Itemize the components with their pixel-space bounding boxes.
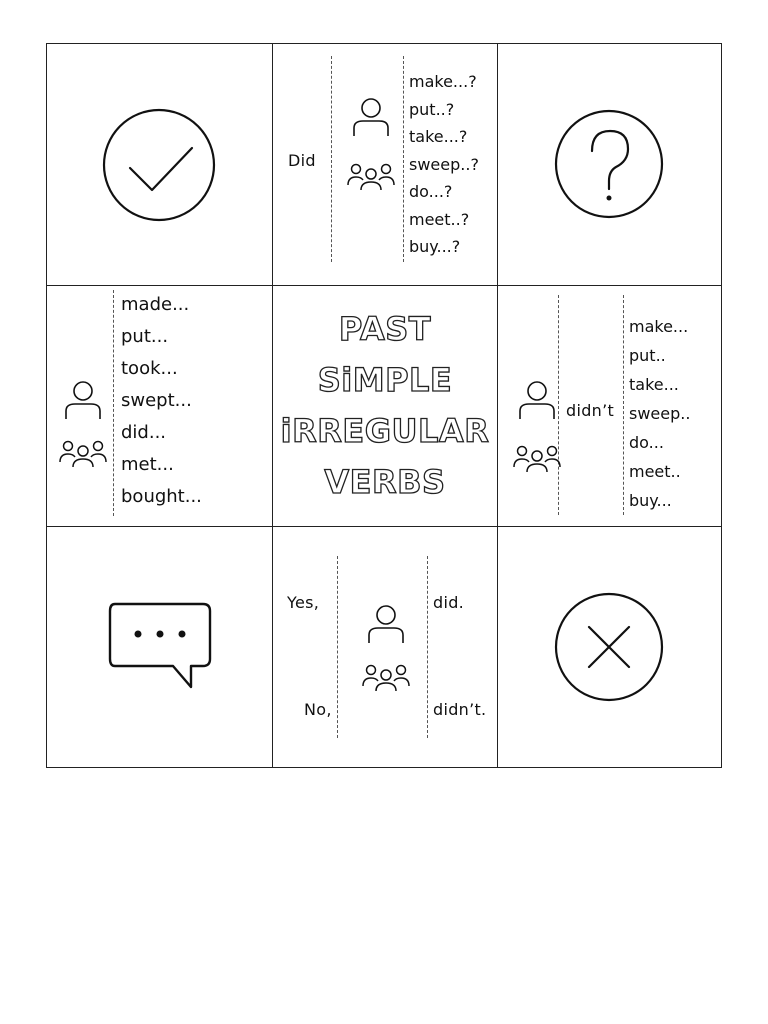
list-item: sweep..? (409, 154, 479, 174)
people-group-icon (362, 662, 410, 692)
list-item: make...? (409, 72, 477, 91)
list-item: met... (121, 454, 174, 475)
title-card (273, 285, 497, 526)
person-icon (63, 379, 103, 421)
list-item: swept... (121, 390, 192, 411)
chat-card (47, 526, 272, 767)
x-circle-icon (554, 592, 664, 702)
list-item: sweep.. (629, 404, 691, 423)
people-group-icon (513, 443, 561, 473)
negative-verb-list (629, 312, 690, 515)
worksheet-grid (46, 43, 722, 768)
list-item: do...? (409, 182, 453, 201)
dashed-separator (337, 556, 338, 738)
list-item: take... (629, 375, 679, 394)
dashed-separator (427, 556, 428, 738)
list-item: meet.. (629, 462, 681, 481)
list-item: make... (629, 317, 689, 336)
dashed-separator (113, 290, 114, 516)
list-item: buy...? (409, 237, 461, 256)
dashed-separator (558, 295, 559, 515)
didnt-answer-label: didn’t. (433, 700, 487, 719)
affirmative-verb-list (121, 289, 202, 513)
dashed-separator (403, 56, 404, 262)
list-item: took... (121, 358, 178, 379)
title-line: VERBS (324, 463, 446, 501)
person-icon (366, 603, 406, 645)
check-circle-icon (102, 108, 216, 222)
no-label: No, (304, 700, 332, 719)
dashed-separator (623, 295, 624, 515)
didnt-label: didn’t (566, 401, 615, 420)
list-item: buy... (629, 491, 672, 510)
question-verb-list (409, 68, 479, 261)
did-answer-label: did. (433, 593, 465, 612)
title-line: SiMPLE (317, 361, 453, 399)
list-item: bought... (121, 486, 202, 507)
dashed-separator (331, 56, 332, 262)
question-mark-card (497, 44, 723, 285)
list-item: put... (121, 326, 169, 347)
list-item: made... (121, 294, 190, 315)
people-group-icon (347, 161, 395, 191)
list-item: put..? (409, 99, 455, 119)
affirmative-card (47, 285, 272, 526)
yes-label: Yes, (287, 593, 320, 612)
speech-bubble-dots-icon (107, 601, 213, 693)
question-card (272, 44, 497, 285)
short-answer-card (272, 526, 497, 767)
person-icon (351, 96, 391, 138)
title-line: PAST (338, 310, 432, 348)
list-item: put.. (629, 346, 666, 365)
title-line: iRREGULAR (280, 412, 490, 450)
did-label: Did (288, 151, 316, 170)
check-card (47, 44, 272, 285)
negative-card (497, 285, 723, 526)
cross-card (497, 526, 723, 767)
list-item: do... (629, 433, 664, 452)
person-icon (517, 379, 557, 421)
list-item: take...? (409, 127, 468, 146)
question-circle-icon (554, 109, 664, 219)
list-item: meet..? (409, 209, 470, 229)
people-group-icon (59, 438, 107, 468)
list-item: did... (121, 422, 167, 443)
